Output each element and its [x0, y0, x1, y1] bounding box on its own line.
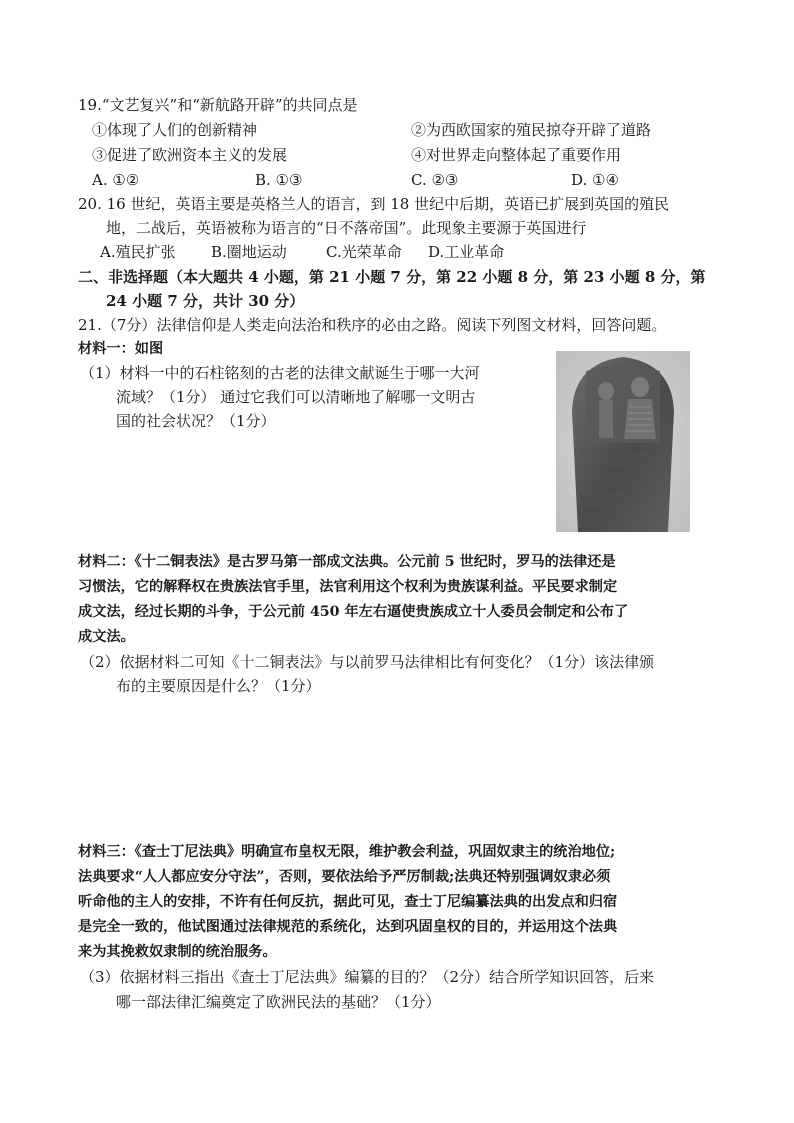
hammurabi-stele-image — [556, 351, 690, 532]
section-2-heading-cont: 24 小题 7 分，共计 30 分） — [106, 292, 305, 310]
material-3-line-4: 是完全一致的，他试图通过法律规范的系统化，达到巩固皇权的目的，并运用这个法典 — [78, 919, 618, 935]
q19-option-1: ①体现了人们的创新精神 — [92, 121, 258, 139]
q20-choice-a: A.殖民扩张 — [100, 243, 176, 261]
material-2-line-3: 成文法，经过长期的斗争，于公元前 450 年左右逼使贵族成立十人委员会制定和公布了 — [78, 604, 629, 620]
material-2-line-2: 习惯法，它的解释权在贵族法官手里，法官利用这个权利为贵族谋利益。平民要求制定 — [78, 579, 618, 595]
q19-choice-c: C. ②③ — [411, 171, 459, 189]
q19-choice-b: B. ①③ — [255, 171, 303, 189]
q21-sub1-line-2: 流域？（1分） 通过它我们可以清晰地了解哪一文明古 — [116, 388, 476, 406]
q20-choice-c: C.光荣革命 — [326, 243, 402, 261]
q19-option-3: ③促进了欧洲资本主义的发展 — [92, 146, 288, 164]
q20-choice-d: D.工业革命 — [428, 243, 505, 261]
q20-choice-b: B.圈地运动 — [211, 243, 287, 261]
q21-sub2-line-1: （2）依据材料二可知《十二铜表法》与以前罗马法律相比有何变化？（1分）该法律颁 — [80, 653, 655, 671]
q20-line-2: 地，二战后，英语被称为语言的“日不落帝国”。此现象主要源于英国进行 — [106, 219, 587, 237]
q21-sub1-line-3: 国的社会状况？（1分） — [116, 412, 276, 430]
material-3-line-3: 听命他的主人的安排，不许有任何反抗，据此可见，查士丁尼编纂法典的出发点和归宿 — [78, 894, 618, 910]
q21-sub1-line-1: （1）材料一中的石柱铭刻的古老的法律文献诞生于哪一大河 — [80, 364, 480, 382]
material-1-label: 材料一：如图 — [78, 341, 164, 357]
q21-sub3-line-1: （3）依据材料三指出《查士丁尼法典》编纂的目的？（2分）结合所学知识回答，后来 — [80, 968, 655, 986]
q21-sub2-line-2: 布的主要原因是什么？（1分） — [116, 677, 321, 695]
q19-option-2: ②为西欧国家的殖民掠夺开辟了道路 — [411, 121, 652, 139]
q19-option-4: ④对世界走向整体起了重要作用 — [411, 146, 622, 164]
q19-choice-a: A. ①② — [92, 171, 140, 189]
section-2-heading: 二、非选择题（本大题共 4 小题，第 21 小题 7 分，第 22 小题 8 分，第 23 小题 8 分，第 — [78, 268, 706, 286]
material-2-line-1: 材料二：《十二铜表法》是古罗马第一部成文法典。公元前 5 世纪时，罗马的法律还是 — [78, 554, 616, 570]
material-3-line-1: 材料三：《查士丁尼法典》明确宣布皇权无限，维护教会利益，巩固奴隶主的统治地位; — [78, 844, 616, 860]
material-2-line-4: 成文法。 — [78, 629, 135, 645]
material-3-line-2: 法典要求“人人都应安分守法”，否则，要依法给予严厉制裁;法典还特别强调奴隶必须 — [78, 869, 611, 885]
q21-stem: 21.（7分）法律信仰是人类走向法治和秩序的必由之路。阅读下列图文材料，回答问题。 — [78, 316, 667, 334]
q21-sub3-line-2: 哪一部法律汇编奠定了欧洲民法的基础？（1分） — [116, 993, 441, 1011]
q19-stem: 19.“文艺复兴”和“新航路开辟”的共同点是 — [78, 96, 358, 114]
q19-choice-d: D. ①④ — [571, 171, 619, 189]
q20-line-1: 20. 16 世纪，英语主要是英格兰人的语言，到 18 世纪中后期，英语已扩展到英国的殖民 — [78, 195, 670, 213]
material-3-line-5: 来为其挽救奴隶制的统治服务。 — [78, 944, 277, 960]
